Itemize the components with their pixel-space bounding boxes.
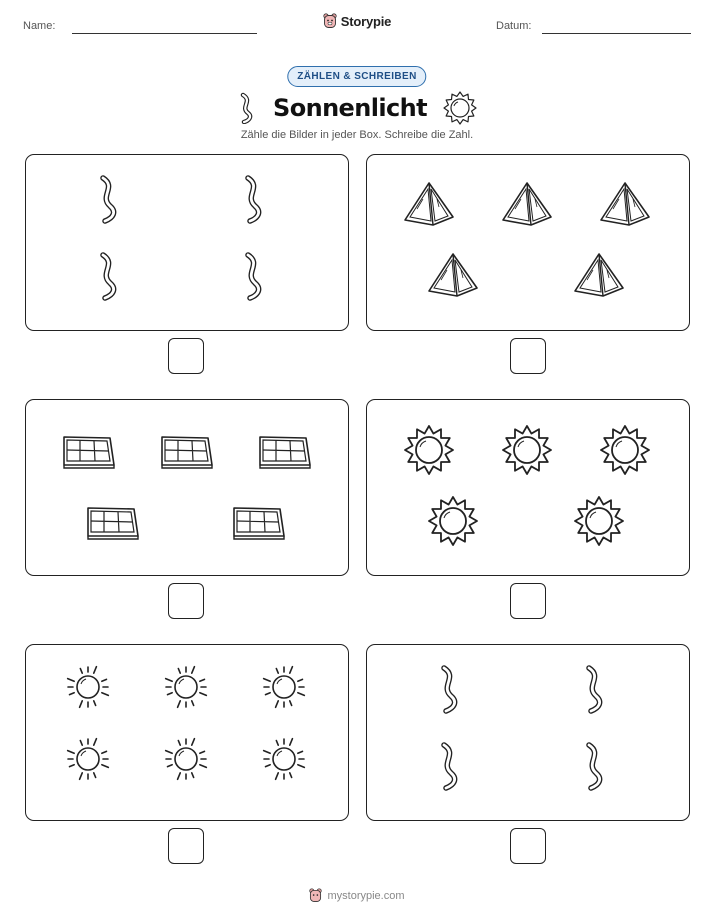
sun-icon (68, 739, 109, 780)
title-row (0, 90, 714, 126)
squiggle-icon (103, 255, 114, 298)
sun-icon (443, 91, 477, 125)
pyramid-icon (575, 254, 623, 296)
storypie-logo-icon (323, 13, 337, 29)
answer-box-1[interactable] (168, 338, 204, 374)
bold-sun-icon (405, 426, 453, 474)
squiggle-icon (589, 668, 600, 711)
answer-box-6[interactable] (510, 828, 546, 864)
brand (0, 13, 714, 34)
solar-panel-icon (162, 437, 212, 468)
bold-sun-icon (429, 497, 477, 545)
counting-box-5 (25, 644, 349, 821)
pyramid-icon (429, 254, 477, 296)
bold-sun-icon (601, 426, 649, 474)
bold-sun-icon (503, 426, 551, 474)
footer-site[interactable]: mystorypie.com (327, 889, 405, 902)
counting-box-4 (366, 399, 690, 576)
category-badge: ZÄHLEN & SCHREIBEN (287, 66, 426, 87)
pyramid-icon (405, 183, 453, 225)
answer-box-4[interactable] (510, 583, 546, 619)
storypie-logo-icon (309, 888, 322, 903)
bold-sun-icon (575, 497, 623, 545)
pyramid-icon (601, 183, 649, 225)
pyramid-icon (503, 183, 551, 225)
squiggle-icon (444, 668, 455, 711)
solar-panel-icon (260, 437, 310, 468)
answer-box-3[interactable] (168, 583, 204, 619)
sun-icon (264, 739, 305, 780)
instructions: Zähle die Bilder in jeder Box. Schreibe die Zahl. (240, 129, 474, 141)
date-field[interactable] (542, 33, 691, 34)
squiggle-icon (589, 745, 600, 788)
counting-box-6 (366, 644, 690, 821)
page-title: Sonnenlicht (273, 94, 427, 122)
counting-box-3 (25, 399, 349, 576)
squiggle-icon (103, 178, 114, 221)
counting-box-1 (25, 154, 349, 331)
squiggle-icon (444, 745, 455, 788)
solar-panel-icon (88, 508, 138, 539)
sun-icon (166, 739, 207, 780)
squiggle-icon (248, 255, 259, 298)
squiggle-icon (237, 92, 257, 124)
answer-box-5[interactable] (168, 828, 204, 864)
solar-panel-icon (234, 508, 284, 539)
answer-box-2[interactable] (510, 338, 546, 374)
brand-name: Storypie (340, 13, 392, 29)
counting-box-2 (366, 154, 690, 331)
name-label: Name: (23, 20, 56, 32)
date-label: Datum: (496, 20, 532, 32)
sun-icon (264, 667, 305, 708)
sun-icon (68, 667, 109, 708)
sun-icon (166, 667, 207, 708)
solar-panel-icon (64, 437, 114, 468)
footer (0, 888, 714, 908)
squiggle-icon (248, 178, 259, 221)
